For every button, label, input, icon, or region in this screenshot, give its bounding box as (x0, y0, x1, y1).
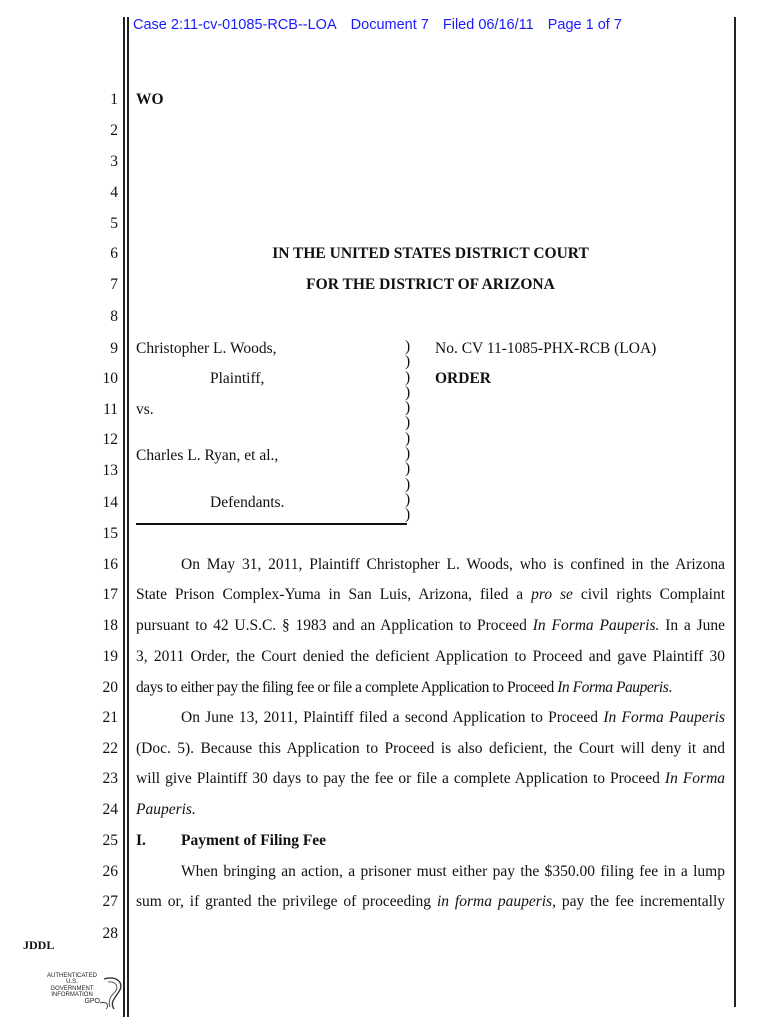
plaintiff-name: Christopher L. Woods, (136, 340, 277, 357)
wo-mark: WO (136, 91, 164, 108)
filed-date: Filed 06/16/11 (442, 17, 534, 33)
line-number: 12 (102, 431, 118, 448)
body-line-26: When bringing an action, a prisoner must either pay the $350.00 filing fee in a lump (181, 863, 725, 880)
line-number: 14 (102, 494, 118, 511)
gpo-eagle-icon (44, 973, 128, 1013)
line-number: 21 (102, 709, 118, 726)
line-number: 10 (102, 370, 118, 387)
line-number: 8 (110, 308, 118, 325)
section-number: I. (136, 832, 146, 849)
line-number: 7 (110, 276, 118, 293)
line-number: 17 (102, 586, 118, 603)
line-number: 25 (102, 832, 118, 849)
body-line-24: Pauperis. (136, 801, 196, 818)
plaintiff-role: Plaintiff, (210, 370, 265, 387)
line-number: 22 (102, 740, 118, 757)
page-indicator: Page 1 of 7 (547, 17, 622, 33)
filing-header (133, 17, 632, 33)
line-number: 15 (102, 525, 118, 542)
right-margin-rule (734, 17, 736, 1007)
left-margin-rule-outer (123, 17, 125, 1017)
body-line-21: On June 13, 2011, Plaintiff filed a second Application to Proceed In Forma Pauperis (181, 709, 725, 726)
line-number: 6 (110, 245, 118, 262)
defendant-role: Defendants. (210, 494, 285, 511)
caption-underline (136, 523, 407, 525)
order-title: ORDER (435, 370, 491, 387)
body-line-19: 3, 2011 Order, the Court denied the deficient Application to Proceed and gave Plaintiff 30 (136, 648, 725, 665)
line-number: 9 (110, 340, 118, 357)
court-title: IN THE UNITED STATES DISTRICT COURT (272, 245, 589, 262)
section-title: Payment of Filing Fee (181, 832, 327, 849)
line-number: 19 (102, 648, 118, 665)
line-number: 2 (110, 122, 118, 139)
line-number: 1 (110, 91, 118, 108)
district-title: FOR THE DISTRICT OF ARIZONA (306, 276, 555, 293)
line-number: 16 (102, 556, 118, 573)
seal-text: AUTHENTICATED U.S. GOVERNMENT INFORMATION GPO (47, 973, 100, 1005)
case-number-header: Case 2:11-cv-01085-RCB--LOA (133, 17, 337, 33)
line-number: 3 (110, 153, 118, 170)
line-number: 20 (102, 679, 118, 696)
left-margin-rule-inner (127, 17, 129, 1017)
body-line-17: State Prison Complex-Yuma in San Luis, Arizona, filed a pro se civil rights Complaint (136, 586, 726, 603)
caption-parentheses: ) ) ) ) ) ) ) ) ) ) ) ) (405, 338, 411, 524)
line-number: 26 (102, 863, 118, 880)
case-number: No. CV 11-1085-PHX-RCB (LOA) (435, 340, 657, 357)
line-number: 24 (102, 801, 118, 818)
line-number: 28 (102, 925, 118, 942)
body-line-18: pursuant to 42 U.S.C. § 1983 and an Application to Proceed In Forma Pauperis. In a June (136, 617, 726, 634)
body-line-16: On May 31, 2011, Plaintiff Christopher L. Woods, who is confined in the Arizona (181, 556, 725, 573)
body-line-22: (Doc. 5). Because this Application to Proceed is also deficient, the Court will deny it and (136, 740, 725, 757)
line-number: 13 (102, 462, 118, 479)
document-number: Document 7 (350, 17, 429, 33)
defendant-name: Charles L. Ryan, et al., (136, 447, 279, 464)
judge-initials: JDDL (23, 938, 55, 952)
versus: vs. (136, 401, 154, 418)
body-line-27: sum or, if granted the privilege of proceeding in forma pauperis, pay the fee incrementally (136, 893, 726, 910)
body-line-23: will give Plaintiff 30 days to pay the fee or file a complete Application to Proceed In Forma (136, 770, 726, 787)
line-number: 5 (110, 215, 118, 232)
body-line-20: days to either pay the filing fee or file a complete Application to Proceed In Forma Pauperis. (136, 679, 672, 696)
line-number: 11 (103, 401, 118, 418)
line-number: 18 (102, 617, 118, 634)
line-number: 23 (102, 770, 118, 787)
line-number: 4 (110, 184, 118, 201)
line-number: 27 (102, 893, 118, 910)
gpo-authentication-seal (44, 973, 128, 1013)
